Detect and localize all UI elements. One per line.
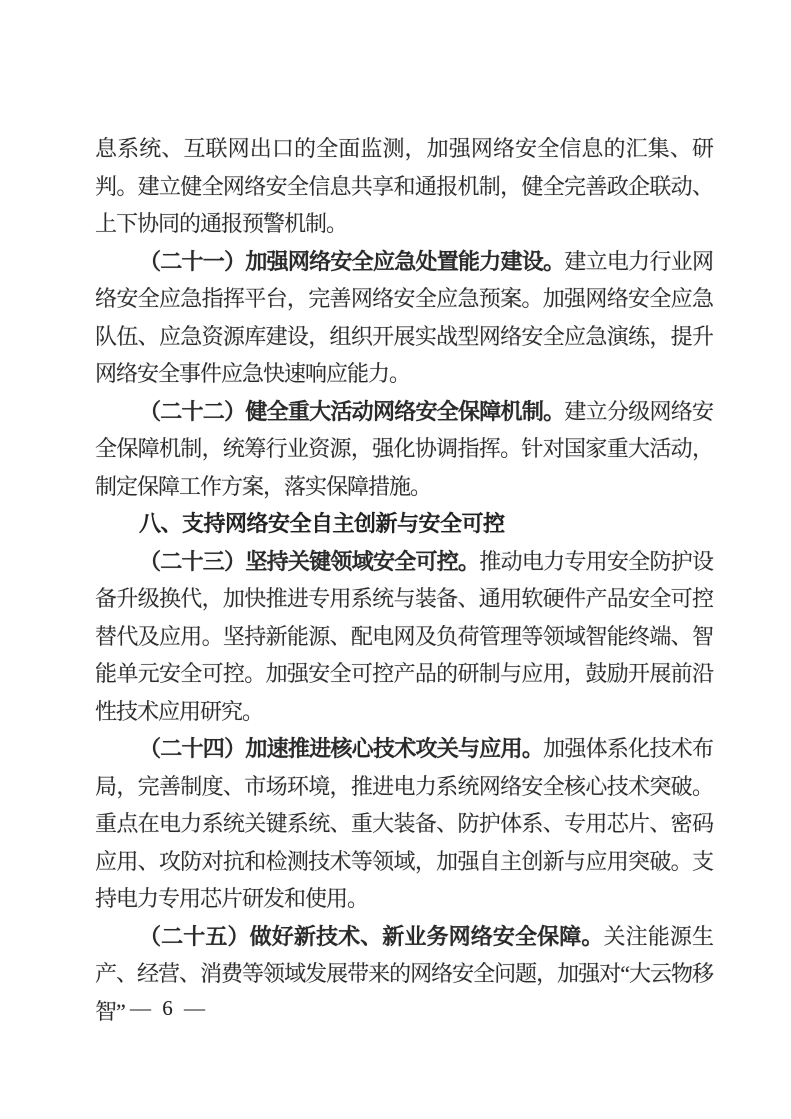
paragraph-continuation: 息系统、互联网出口的全面监测，加强网络安全信息的汇集、研判。建立健全网络安全信息共享和通报机制，健全完善政企联动、上下协同的通报预警机制。 (95, 136, 713, 236)
paragraph-item-22 (95, 393, 713, 506)
item-24-body: 加强体系化技术布局，完善制度、市场环境，推进电力系统网络安全核心技术突破。重点在电力系统关键系统、重大装备、防护体系、专用芯片、密码应用、攻防对抗和检测技术等领域，加强自主创新与应用突破。支持电力专用芯片研发和使用。 (95, 736, 713, 911)
item-23-lead: （二十三）坚持关键领域安全可控。 (139, 548, 480, 574)
item-21-lead: （二十一）加强网络安全应急处置能力建设。 (139, 248, 565, 274)
item-22-body: 建立分级网络安全保障机制，统筹行业资源，强化协调指挥。针对国家重大活动，制定保障工作方案，落实保障措施。 (95, 398, 713, 499)
page-number: — 6 — (130, 996, 208, 1020)
paragraph-item-24 (95, 730, 713, 918)
item-23-body: 推动电力专用安全防护设备升级换代，加快推进专用系统与装备、通用软硬件产品安全可控替代及应用。坚持新能源、配电网及负荷管理等领域智能终端、智能单元安全可控。加强安全可控产品的研制与应用，鼓励开展前沿性技术应用研究。 (95, 548, 713, 724)
paragraph-item-23 (95, 543, 713, 731)
item-22-lead: （二十二）健全重大活动网络安全保障机制。 (139, 398, 565, 424)
document-content (95, 130, 713, 1030)
item-25-lead: （二十五）做好新技术、新业务网络安全保障。 (139, 923, 604, 949)
paragraph-item-21 (95, 243, 713, 393)
section-heading-8: 八、支持网络安全自主创新与安全可控 (139, 511, 505, 536)
item-24-lead: （二十四）加速推进核心技术攻关与应用。 (139, 736, 544, 761)
item-25-body: 关注能源生产、经营、消费等领域发展带来的网络安全问题，加强对“大云物移智” (95, 923, 713, 1024)
item-21-body: 建立电力行业网络安全应急指挥平台，完善网络安全应急预案。加强网络安全应急队伍、应急资源库建设，组织开展实战型网络安全应急演练，提升网络安全事件应急快速响应能力。 (95, 248, 713, 386)
